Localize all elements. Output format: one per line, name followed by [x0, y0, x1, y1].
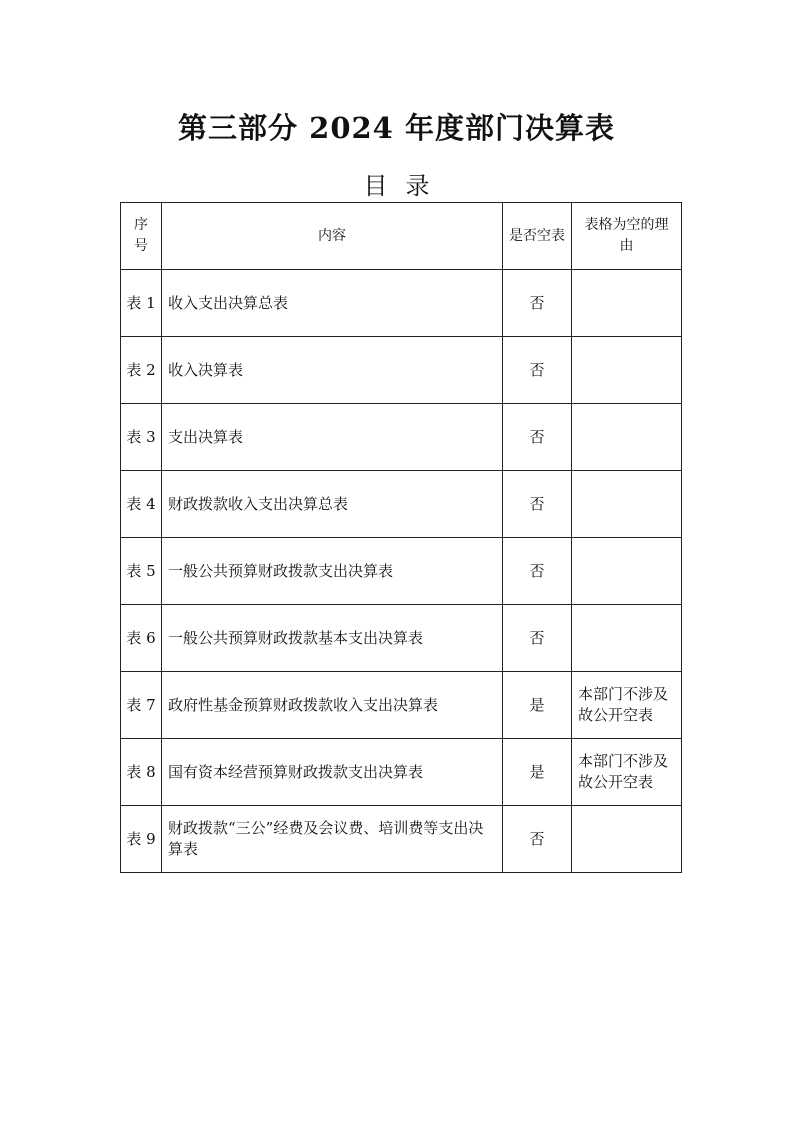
page-title: 第三部分 2024 年度部门决算表 — [178, 111, 615, 145]
row-is-empty: 否 — [503, 538, 572, 605]
header-is-empty: 是否空表 — [503, 203, 572, 270]
row-is-empty: 否 — [503, 404, 572, 471]
row-reason — [572, 337, 682, 404]
row-content: 收入决算表 — [162, 337, 503, 404]
row-index: 表 1 — [121, 270, 162, 337]
row-is-empty: 否 — [503, 471, 572, 538]
row-is-empty: 否 — [503, 605, 572, 672]
row-is-empty: 否 — [503, 806, 572, 873]
table-row — [121, 806, 682, 873]
row-is-empty: 是 — [503, 672, 572, 739]
header-reason: 表格为空的理由 — [572, 203, 682, 270]
table-row — [121, 404, 682, 471]
row-content: 收入支出决算总表 — [162, 270, 503, 337]
row-content: 国有资本经营预算财政拨款支出决算表 — [162, 739, 503, 806]
row-content: 一般公共预算财政拨款支出决算表 — [162, 538, 503, 605]
row-reason — [572, 806, 682, 873]
row-index: 表 2 — [121, 337, 162, 404]
header-content: 内容 — [162, 203, 503, 270]
table-row — [121, 605, 682, 672]
row-reason — [572, 605, 682, 672]
table-row — [121, 337, 682, 404]
table-row — [121, 538, 682, 605]
table-row — [121, 471, 682, 538]
row-content: 一般公共预算财政拨款基本支出决算表 — [162, 605, 503, 672]
row-is-empty: 是 — [503, 739, 572, 806]
row-is-empty: 否 — [503, 270, 572, 337]
row-content: 政府性基金预算财政拨款收入支出决算表 — [162, 672, 503, 739]
row-content: 财政拨款“三公”经费及会议费、培训费等支出决算表 — [162, 806, 503, 873]
row-reason: 本部门不涉及故公开空表 — [572, 739, 682, 806]
row-index: 表 4 — [121, 471, 162, 538]
header-index: 序号 — [121, 203, 162, 270]
table-row — [121, 270, 682, 337]
row-reason — [572, 471, 682, 538]
row-reason — [572, 538, 682, 605]
row-content: 财政拨款收入支出决算总表 — [162, 471, 503, 538]
row-index: 表 6 — [121, 605, 162, 672]
row-index: 表 7 — [121, 672, 162, 739]
table-row — [121, 672, 682, 739]
row-index: 表 8 — [121, 739, 162, 806]
row-reason — [572, 270, 682, 337]
row-reason: 本部门不涉及故公开空表 — [572, 672, 682, 739]
row-is-empty: 否 — [503, 337, 572, 404]
row-index: 表 3 — [121, 404, 162, 471]
contents-table — [120, 202, 682, 873]
row-index: 表 5 — [121, 538, 162, 605]
row-content: 支出决算表 — [162, 404, 503, 471]
table-of-contents-heading: 目录 — [363, 172, 448, 200]
table-header-row — [121, 203, 682, 270]
row-index: 表 9 — [121, 806, 162, 873]
table-row — [121, 739, 682, 806]
row-reason — [572, 404, 682, 471]
